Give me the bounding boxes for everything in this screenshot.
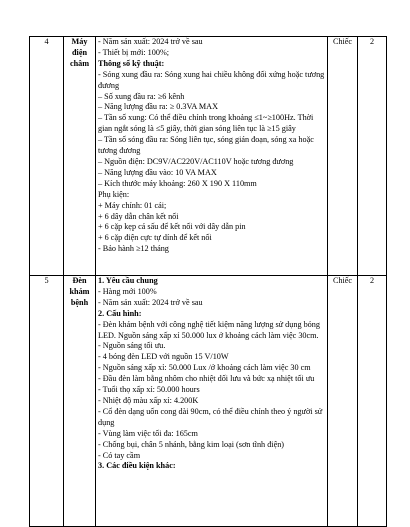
spec-line: – Tần số xung: Có thể điều chỉnh trong khoảng ≤1~≥100Hz. Thời gian ngắt sóng là ≤5 giây, thời gian sóng liên tục là ≥15 giây [98, 113, 314, 134]
item-name: Đèn khám bệnh [64, 276, 96, 527]
spec-line: – Số xung đầu ra: ≥6 kênh [98, 91, 185, 101]
spec-line: - Cổ đèn dạng uốn cong dài 90cm, có thể điều chỉnh theo ý người sử dụng [98, 406, 323, 427]
spec-line: - Vùng làm việc tối đa: 165cm [98, 428, 198, 438]
spec-heading: 1. Yêu cầu chung [98, 276, 158, 285]
spec-line: - Bảo hành ≥12 tháng [98, 244, 169, 254]
spec-line: - Chống bụi, chân 5 nhánh, bằng kim loại (sơn tĩnh điện) [98, 439, 285, 449]
spec-line: - Đầu đèn làm bằng nhôm cho nhiệt dối lưu và bức xạ nhiệt tối ưu [98, 374, 315, 384]
spec-line: - Tuổi thọ xấp xỉ: 50.000 hours [98, 385, 200, 395]
spec-line: - Nhiệt độ màu xấp xỉ: 4.200K [98, 395, 199, 405]
spec-line: – Năng lượng đầu ra: ≥ 0.3VA MAX [98, 102, 218, 112]
item-quantity: 2 [358, 276, 387, 527]
item-unit: Chiếc [328, 37, 358, 276]
spec-line: – Kích thước máy khoảng: 260 X 190 X 110mm [98, 178, 257, 188]
spec-line: + 6 dây dẫn chân kết nối [98, 211, 179, 221]
spec-line: - Năm sản xuất: 2024 trở về sau [98, 297, 203, 307]
spec-line: + 6 cặp điện cực tự dính để kết nối [98, 233, 212, 243]
item-quantity: 2 [358, 37, 387, 276]
spec-line: – Tần số sóng đầu ra: Sóng liên tục, sóng gián đoạn, sóng xa hoặc tương đương [98, 135, 314, 156]
spec-line: + 6 cặp kẹp cá sấu để kết nối với dây dẫn pin [98, 222, 246, 232]
spec-line: - Sóng xung đầu ra: Sóng xung hai chiều không đối xứng hoặc tương đương [98, 69, 325, 90]
spec-line: – Nguồn điện: DC9V/AC220V/AC110V hoặc tương đương [98, 156, 294, 166]
item-name: Máy điện châm [64, 37, 96, 276]
row-number: 4 [30, 37, 64, 276]
spec-heading: 3. Các điều kiện khác: [98, 461, 176, 471]
spec-line: - Hàng mới 100% [98, 286, 157, 296]
spec-line: + Máy chính: 01 cái; [98, 200, 167, 210]
spec-line: - Nguồn sáng xấp xỉ: 50.000 Lux /ở khoảng cách làm việc 30 cm [98, 363, 311, 373]
spec-line: - Thiết bị mới: 100%; [98, 47, 170, 57]
spec-table [29, 36, 387, 527]
spec-line: - Có tay cầm [98, 450, 141, 460]
spec-line: – Năng lượng đầu vào: 10 VA MAX [98, 167, 217, 177]
spec-line: - Nguồn sáng tối ưu. [98, 341, 166, 351]
table-row [30, 276, 387, 527]
item-spec [96, 276, 328, 527]
row-number: 5 [30, 276, 64, 527]
spec-line: - Đèn khám bệnh với công nghệ tiết kiệm năng lượng sử dụng bóng LED. Nguồn sáng xấp xỉ 50.000 lux ở khoảng cách làm việc 30cm. [98, 319, 320, 340]
spec-heading: 2. Cấu hình: [98, 308, 142, 318]
spec-line: - Năm sản xuất: 2024 trở về sau [98, 37, 203, 46]
spec-heading: Thông số kỹ thuật: [98, 58, 165, 68]
spec-line: - 4 bóng đèn LED với nguồn 15 V/10W [98, 352, 229, 362]
spec-line: Phụ kiện: [98, 189, 130, 199]
item-unit: Chiếc [328, 276, 358, 527]
table-row [30, 37, 387, 276]
item-spec [96, 37, 328, 276]
